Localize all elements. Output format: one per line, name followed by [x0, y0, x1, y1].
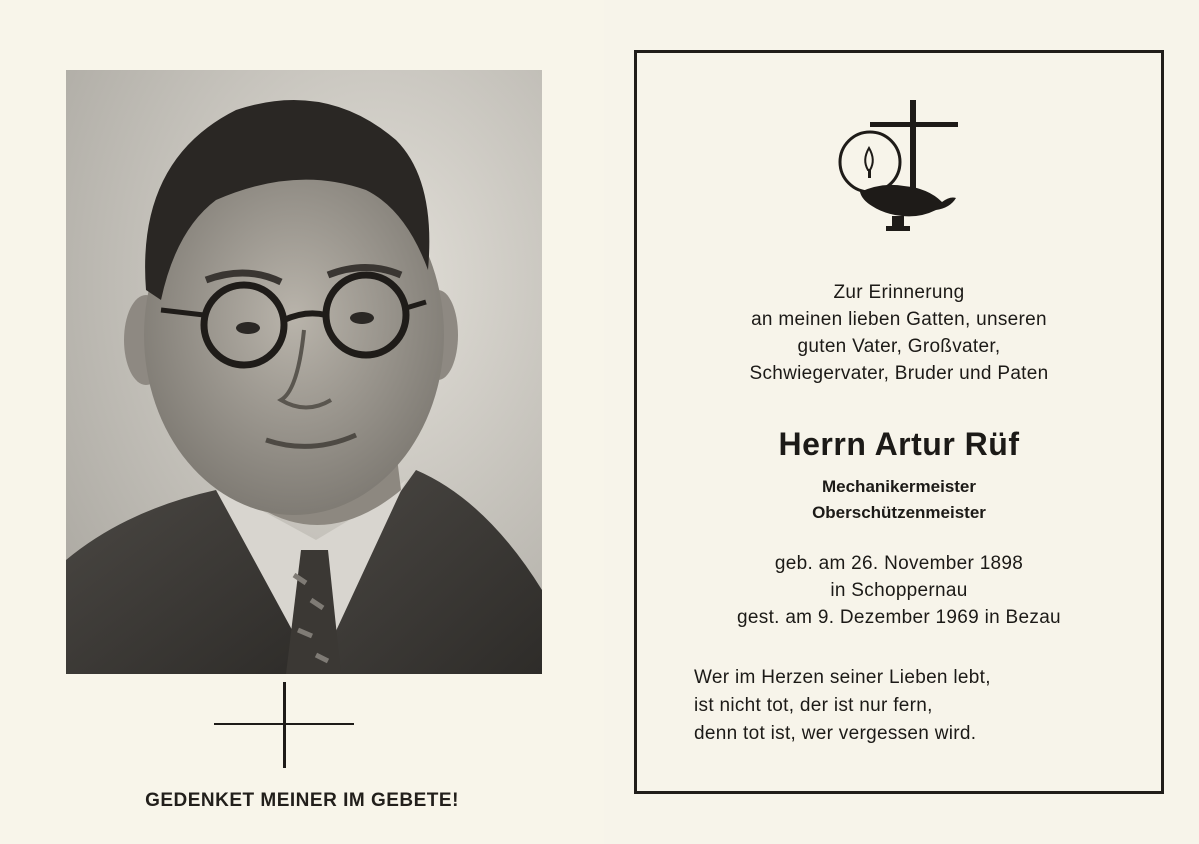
title-line: Oberschützenmeister [812, 503, 986, 522]
intro-line: Schwiegervater, Bruder und Paten [749, 363, 1049, 384]
memorial-card-back [604, 0, 1199, 844]
portrait-image [66, 70, 542, 674]
life-dates [604, 550, 1194, 631]
deceased-name: Herrn Artur Rüf [778, 426, 1020, 462]
date-line: in Schoppernau [830, 580, 968, 601]
verse-line: denn tot ist, wer vergessen wird. [694, 723, 977, 744]
verse-line: Wer im Herzen seiner Lieben lebt, [694, 667, 991, 688]
cross-icon [214, 682, 354, 768]
intro-line: guten Vater, Großvater, [797, 336, 1001, 357]
intro-line: Zur Erinnerung [833, 282, 965, 303]
memorial-verse [694, 664, 1174, 748]
date-line: gest. am 9. Dezember 1969 in Bezau [737, 607, 1061, 628]
title-line: Mechanikermeister [821, 477, 977, 496]
titles [604, 474, 1194, 526]
verse-line: ist nicht tot, der ist nur fern, [694, 695, 933, 716]
date-line: geb. am 26. November 1898 [774, 553, 1024, 574]
portrait-photo [66, 70, 542, 674]
prayer-line: GEDENKET MEINER IM GEBETE! [145, 790, 459, 811]
intro-line: an meinen lieben Gatten, unseren [751, 309, 1047, 330]
intro-text [604, 279, 1194, 387]
cross-and-oil-lamp-icon [832, 100, 964, 238]
